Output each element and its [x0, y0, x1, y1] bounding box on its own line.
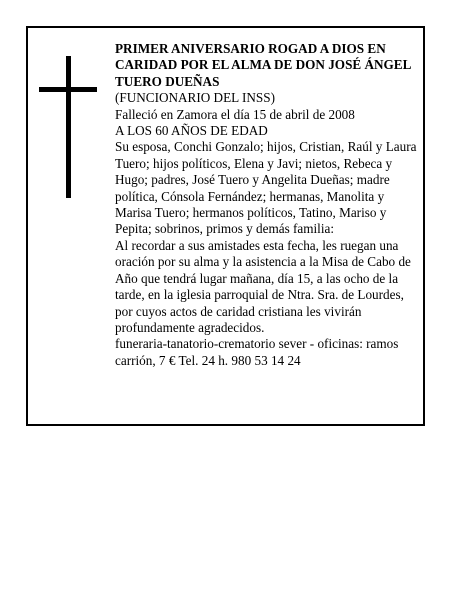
death-line: Falleció en Zamora el día 15 de abril de 2008 [115, 106, 355, 122]
obituary-notice [26, 26, 425, 426]
cross-icon [39, 56, 97, 198]
age-line: A LOS 60 AÑOS DE EDAD [115, 123, 268, 139]
cross-horizontal-bar [39, 87, 97, 92]
occupation-line: (FUNCIONARIO DEL INSS) [115, 90, 275, 106]
funeral-home-line: funeraria-tanatorio-crematorio sever - oficinas: ramos carrión, 7 € Tel. 24 h. 980 53 14 24 [115, 336, 399, 368]
invitation-paragraph: Al recordar a sus amistades esta fecha, les ruegan una oración por su alma y la asistencia a la Misa de Cabo de Año que tendrá lugar mañana, día 15, a las ocho de la tarde, en la iglesia parroquial de Ntra. Sra. de Lourdes, por cuyos actos de caridad cristiana les vivirán profundamente agradecidos. [115, 237, 411, 335]
notice-heading: PRIMER ANIVERSARIO ROGAD A DIOS EN CARIDAD POR EL ALMA DE DON JOSÉ ÁNGEL TUERO DUEÑAS [115, 41, 411, 89]
family-paragraph: Su esposa, Conchi Gonzalo; hijos, Cristian, Raúl y Laura Tuero; hijos políticos, Elena y Javi; nietos, Rebeca y Hugo; padres, José Tuero y Angelita Dueñas; madre política, Cónsola Fernández; hermanas, Manolita y Marisa Tuero; hermanos políticos, Tatino, Mariso y Pepita; sobrinos, primos y demás familia: [115, 139, 417, 237]
notice-text [115, 41, 421, 369]
cross-vertical-bar [66, 56, 71, 198]
